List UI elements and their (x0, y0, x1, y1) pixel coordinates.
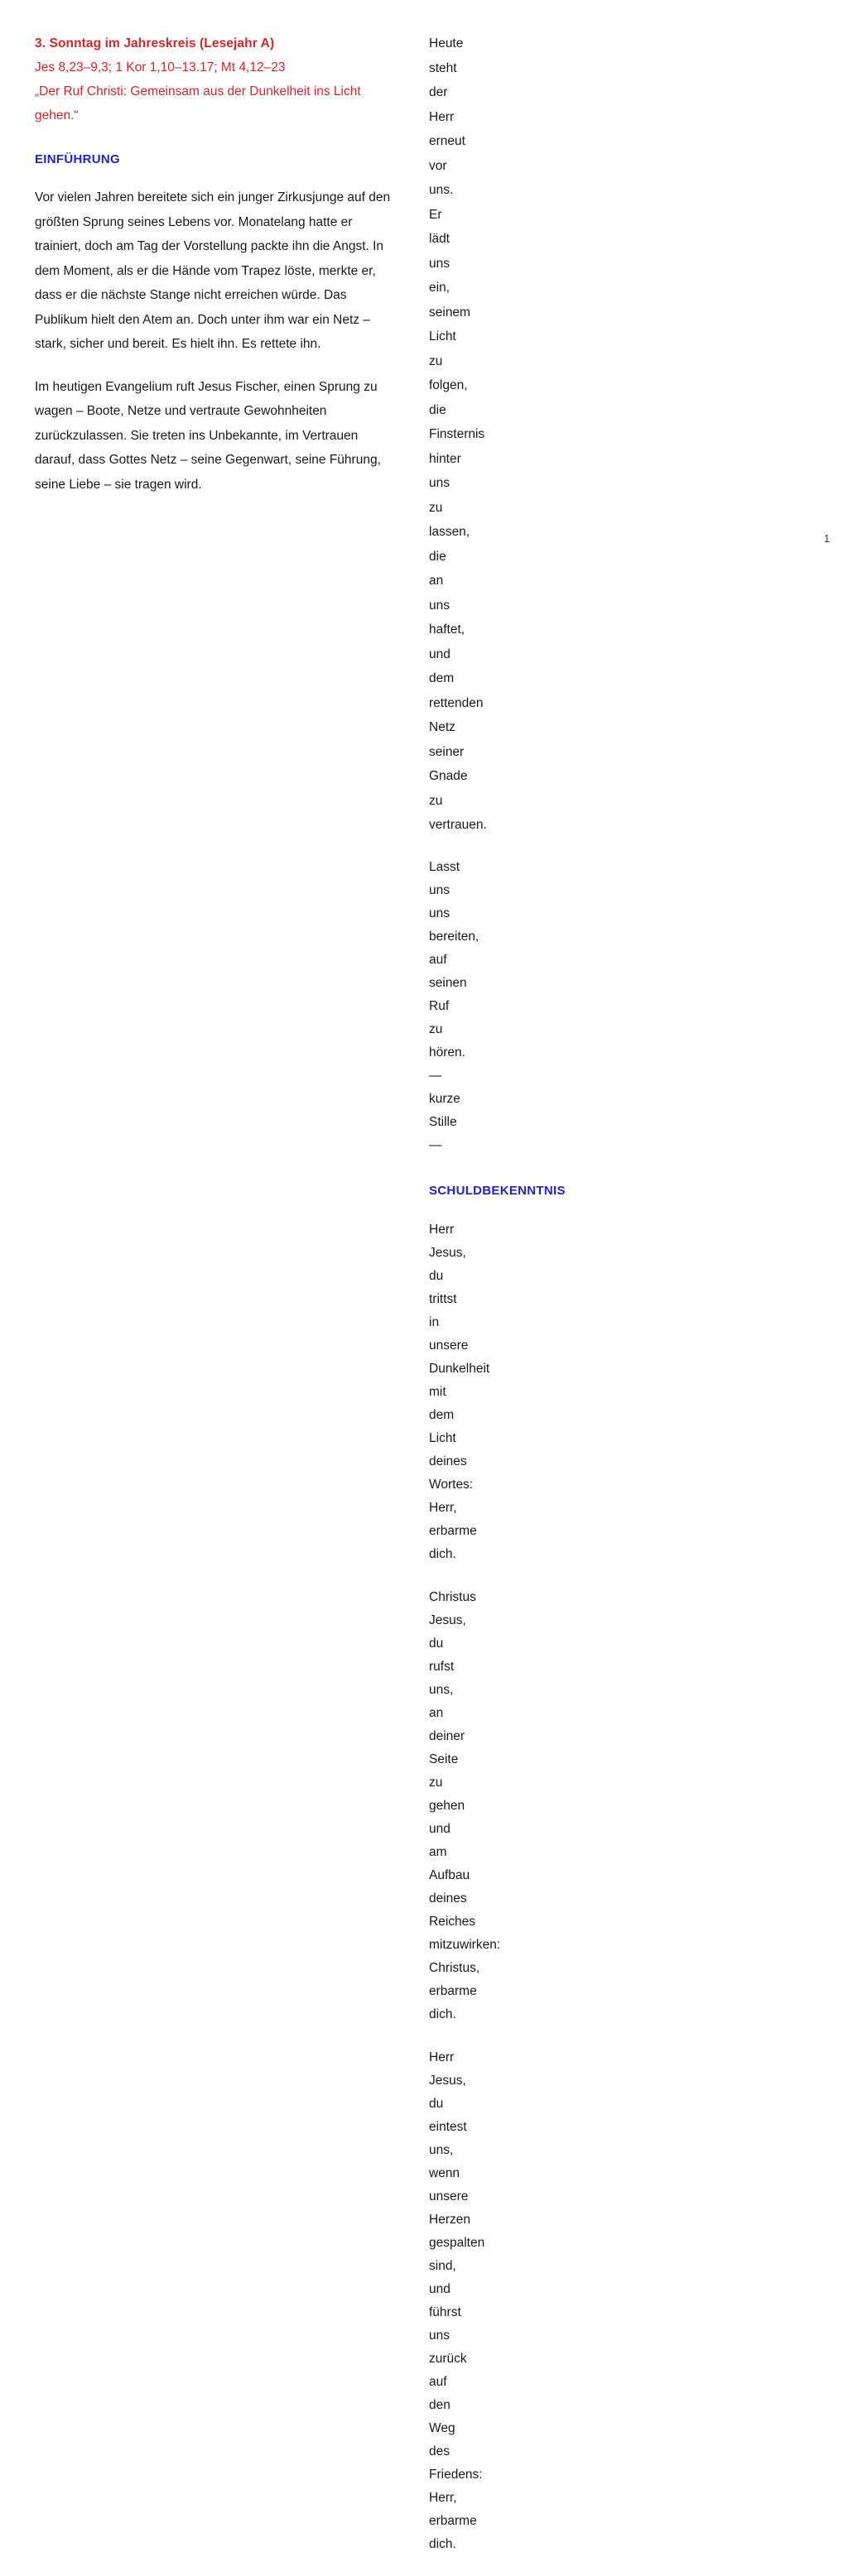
scripture-readings: Jes 8,23–9,3; 1 Kor 1,10–13.17; Mt 4,12–23 (35, 60, 286, 74)
right-column: Heute steht der Herr erneut vor uns. Er lädt uns ein, seinem Licht zu folgen, die Finsternis hinter uns zu lassen, die an uns haftet, und dem rettenden Netz seiner Gnade zu vertrauen. Lasst uns uns bereiten, auf seinen Ruf zu hören. — kurze Stille — SCHULDBEKENNTNIS Herr Jesus, du trittst in unsere Dunkelheit mit dem Licht deines Wortes: Herr, erbarme dich. Christus Jesus, du rufst uns, an deiner Seite zu gehen und am Aufbau deines Reiches mitzuwirken: Christus, erbarme dich. Herr Jesus, du eintest uns, wenn unsere Herzen gespalten sind, und führst uns zurück auf den Weg des Friedens: Herr, erbarme dich. (429, 36, 566, 2551)
theme-quote: „Der Ruf Christi: Gemeinsam aus der Dunkelheit ins Licht gehen.“ (35, 84, 361, 123)
page-number: 1 (824, 533, 830, 545)
section-heading-einfuehrung: EINFÜHRUNG (35, 152, 120, 166)
paragraph-introduction-2: Im heutigen Evangelium ruft Jesus Fischer, einen Sprung zu wagen – Boote, Netze und vertraute Gewohnheiten zurückzulassen. Sie treten ins Unbekannte, im Vertrauen darauf, dass Gottes Netz – seine Gegenwart, seine Führung, seine Liebe – sie tragen wird. (35, 379, 381, 492)
page-title: 3. Sonntag im Jahreskreis (Lesejahr A) (35, 36, 275, 50)
two-column-layout (0, 31, 848, 2576)
paragraph-introduction-1: Vor vielen Jahren bereitete sich ein junger Zirkusjunge auf den größten Sprung seines Lebens vor. Monatelang hatte er trainiert, doch am Tag der Vorstellung packte ihn die Angst. In dem Moment, als er die Hände vom Trapez löste, merkte er, dass er die nächste Stange nicht erreichen würde. Das Publikum hielt den Atem an. Doch unter ihm war ein Netz – stark, sicher und bereit. Es hielt ihn. Es rettete ihn. (35, 190, 391, 351)
